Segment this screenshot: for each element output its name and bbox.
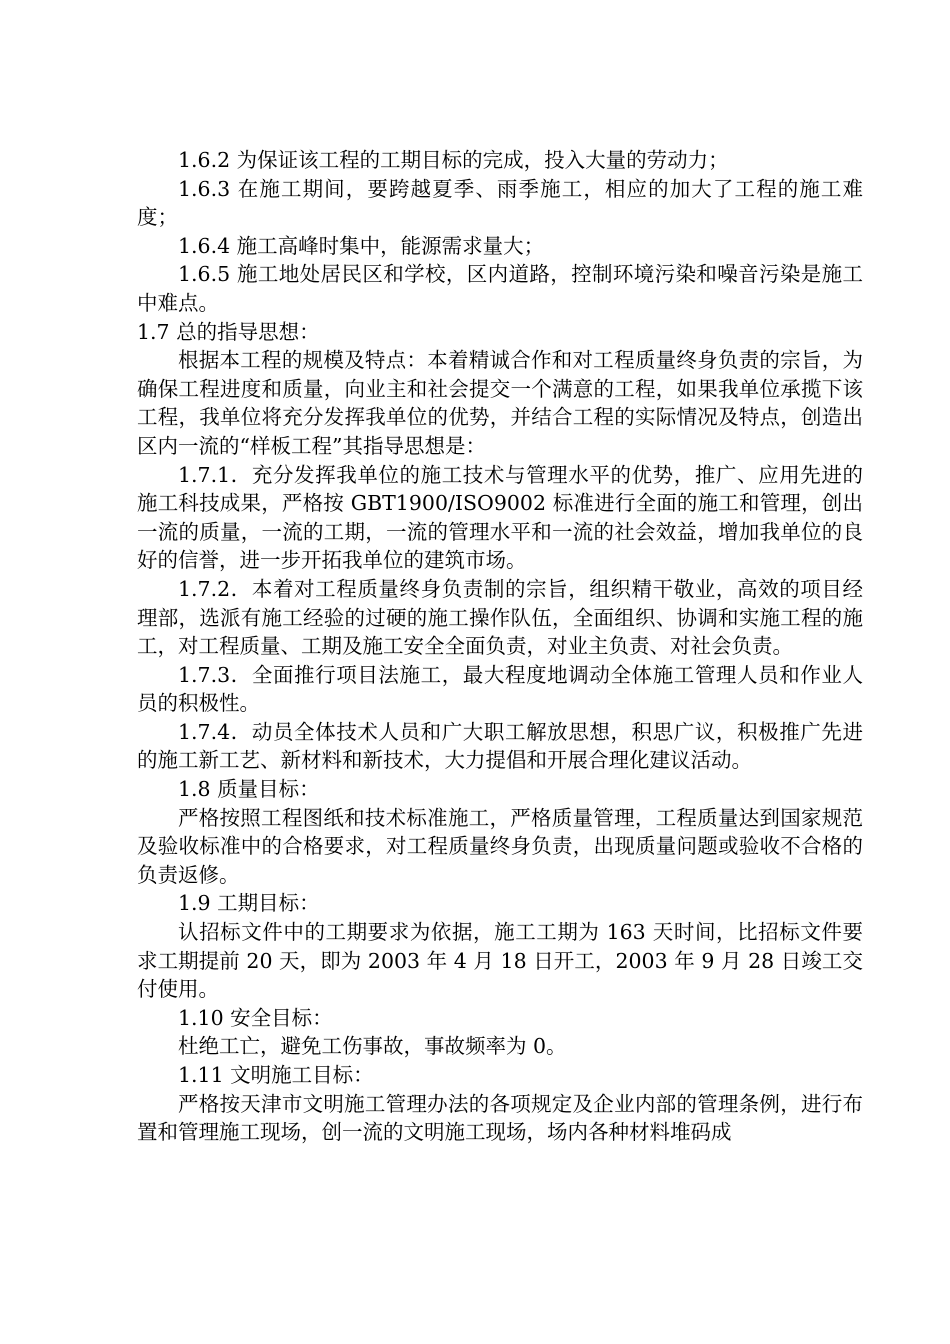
paragraph-1-6-4: 1.6.4 施工高峰时集中，能源需求量大；: [178, 233, 545, 258]
heading-1-8: 1.8 质量目标：: [178, 777, 320, 802]
paragraph-1-7-2: 1.7.2．本着对工程质量终身负责制的宗旨，组织精干敬业，高效的项目经理部，选派有施工经验的过硬的施工操作队伍，全面组织、协调和实施工程的施工，对工程质量、工期及施工安全全面负责，对业主负责、对社会负责。: [137, 576, 863, 659]
heading-1-9: 1.9 工期目标：: [178, 891, 320, 916]
paragraph-1-7-1: 1.7.1．充分发挥我单位的施工技术与管理水平的优势，推广、应用先进的施工科技成果，严格按 GBT1900/ISO9002 标准进行全面的施工和管理，创出一流的质量，一流的工期，一流的管理水平和一流的社会效益，增加我单位的良好的信誉，进一步开拓我单位的建筑市场。: [137, 462, 863, 573]
document-body: [137, 146, 863, 1147]
paragraph-quality-target: 严格按照工程图纸和技术标准施工，严格质量管理，工程质量达到国家规范及验收标准中的合格要求，对工程质量终身负责，出现质量问题或验收不合格的负责返修。: [137, 805, 863, 887]
heading-1-7: 1.7 总的指导思想：: [137, 319, 320, 344]
paragraph-safety-target: 杜绝工亡，避免工伤事故，事故频率为 0。: [178, 1034, 567, 1059]
paragraph-guiding-principle: 根据本工程的规模及特点：本着精诚合作和对工程质量终身负责的宗旨，为确保工程进度和质量，向业主和社会提交一个满意的工程，如果我单位承揽下该工程，我单位将充分发挥我单位的优势，并结合工程的实际情况及特点，创造出区内一流的“样板工程”其指导思想是：: [137, 348, 863, 458]
paragraph-1-6-2: 1.6.2 为保证该工程的工期目标的完成，投入大量的劳动力；: [178, 148, 729, 172]
paragraph-1-7-4: 1.7.4．动员全体技术人员和广大职工解放思想，积思广议，积极推广先进的施工新工艺、新材料和新技术，大力提倡和开展合理化建议活动。: [137, 719, 863, 773]
paragraph-civilized-construction-target: 严格按天津市文明施工管理办法的各项规定及企业内部的管理条例，进行布置和管理施工现场，创一流的文明施工现场，场内各种材料堆码成: [137, 1091, 863, 1145]
paragraph-schedule-target: 认招标文件中的工期要求为依据，施工工期为 163 天时间，比招标文件要求工期提前 20 天，即为 2003 年 4 月 18 日开工，2003 年 9 月 28 日竣工交付使用。: [137, 920, 863, 1002]
paragraph-1-6-5: 1.6.5 施工地处居民区和学校，区内道路，控制环境污染和噪音污染是施工中难点。: [137, 262, 863, 315]
paragraph-1-6-3: 1.6.3 在施工期间，要跨越夏季、雨季施工，相应的加大了工程的施工难度；: [137, 176, 863, 230]
paragraph-1-7-3: 1.7.3．全面推行项目法施工，最大程度地调动全体施工管理人员和作业人员的积极性。: [137, 662, 863, 716]
heading-1-11: 1.11 文明施工目标：: [178, 1063, 374, 1087]
heading-1-10: 1.10 安全目标：: [178, 1005, 333, 1030]
